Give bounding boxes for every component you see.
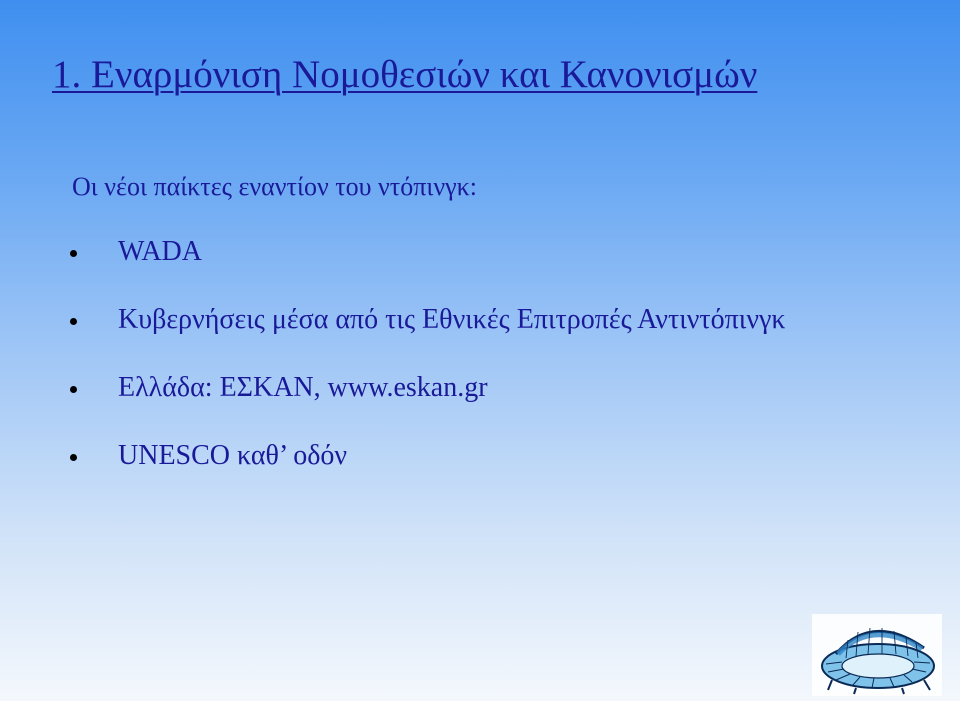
bullet-text: Ελλάδα: ΕΣΚΑΝ, www.eskan.gr [118,372,488,403]
slide-title: 1. Εναρμόνιση Νομοθεσιών και Κανονισμών [52,53,758,96]
bullet-dot-icon [70,318,77,325]
bullet-text: UNESCO καθ’ οδόν [118,440,348,471]
bullet-text: WADA [118,236,202,267]
bullet-dot-icon [70,250,77,257]
stadium-logo-icon [812,614,942,696]
bullet-dot-icon [70,386,77,393]
bullet-dot-icon [70,454,77,461]
intro-text: Οι νέοι παίκτες εναντίον του ντόπινγκ: [72,172,477,201]
bullet-text: Κυβερνήσεις μέσα από τις Εθνικές Επιτροπές Αντιντόπινγκ [118,304,786,335]
